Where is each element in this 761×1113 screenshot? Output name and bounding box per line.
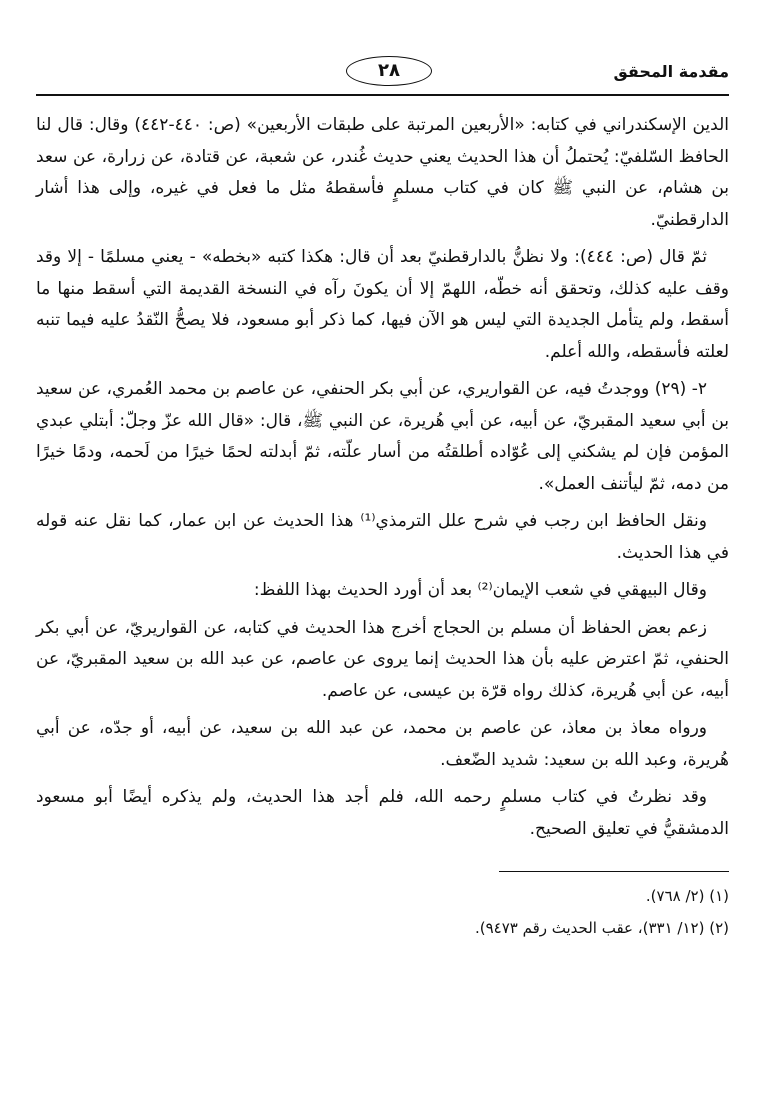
paragraph-1: الدين الإسكندراني في كتابه: «الأربعين المرتبة على طبقات الأربعين» (ص: ٤٤٠-٤٤٢) وقال: قال لنا الحافظ السّلفيّ: يُحتملُ أن هذا الحديث يعني حديث غُندر، عن شعبة، عن قتادة، عن زرارة، عن سعد بن هشام، عن النبي ﷺ كان في كتاب مسلمٍ فأسقطهُ مثل ما فعل في غيره، وإلى هذا أشار الدارقطنيّ. [36,115,729,230]
paragraph-2: ثمّ قال (ص: ٤٤٤): ولا نظنُّ بالدارقطنيّ بعد أن قال: هكذا كتبه «بخطه» - يعني مسلمًا - إلا وقد وقف عليه كذلك، وتحقق أنه خطّه، اللهمّ إلا أن يكونَ رآه في النسخة القديمة التي أسقط منها ما أسقط، ولم يتأمل الجديدة التي ليس هو الآن فيها، كما ذكر أبو مسعود، فلا يصحُّ النّقدُ عليه فيما تنبه لعلته فأسقطه، والله أعلم. [36,247,729,362]
page-header [36,50,729,96]
paragraph-4: ونقل الحافظ ابن رجب في شرح علل الترمذي⁽¹⁾ هذا الحديث عن ابن عمار، كما نقل عنه قوله في هذا الحديث. [36,511,729,563]
paragraph-7: ورواه معاذ بن معاذ، عن عاصم بن محمد، عن عبد الله بن سعيد، عن أبيه، أو جدّه، عن أبي هُريرة، وعبد الله بن سعيد: شديد الضّعف. [36,718,729,770]
page-number: ٢٨ [346,56,432,86]
footnote-separator [499,871,729,872]
paragraph-6: زعم بعض الحفاظ أن مسلم بن الحجاج أخرج هذا الحديث في كتابه، عن القواريريّ، عن أبي بكر الحنفي، ثمّ اعترض عليه بأن هذا الحديث إنما يروى عن عاصم، عن عبد الله بن سعيد المقبريّ، عن أبيه، عن أبي هُريرة، كذلك رواه قرّة بن عيسى، عن عاصم. [36,617,729,701]
footnote-2: (٢) (١٢/ ٣٣١)، عقب الحديث رقم ٩٤٧٣). [474,919,729,937]
footnote-1: (١) (٢/ ٧٦٨). [645,887,729,905]
paragraph-5: وقال البيهقي في شعب الإيمان⁽²⁾ بعد أن أورد الحديث بهذا اللفظ: [253,580,707,600]
footnotes [36,880,729,944]
book-page [36,50,729,1090]
main-text [36,110,729,845]
paragraph-3: ٢- (٢٩) ووجدتُ فيه، عن القواريري، عن أبي بكر الحنفي، عن عاصم بن محمد العُمري، عن سعيد بن أبي سعيد المقبريّ، عن أبيه، عن أبي هُريرة، عن النبي ﷺ، قال: «قال الله عزّ وجلّ: أبتلي عبدي المؤمن فإن لم يشكني إلى عُوّاده أطلقتُه من أسار علّته، ثمّ أبدلته لحمًا خيرًا من لَحمه، ودمًا خيرًا من دمه، ثمّ ليأتنف العمل». [36,379,729,494]
paragraph-8: وقد نظرتُ في كتاب مسلمٍ رحمه الله، فلم أجد هذا الحديث، ولم يذكره أيضًا أبو مسعود الدمشقيُّ في تعليق الصحيح. [36,787,729,839]
section-title: مقدمة المحقق [613,62,729,81]
